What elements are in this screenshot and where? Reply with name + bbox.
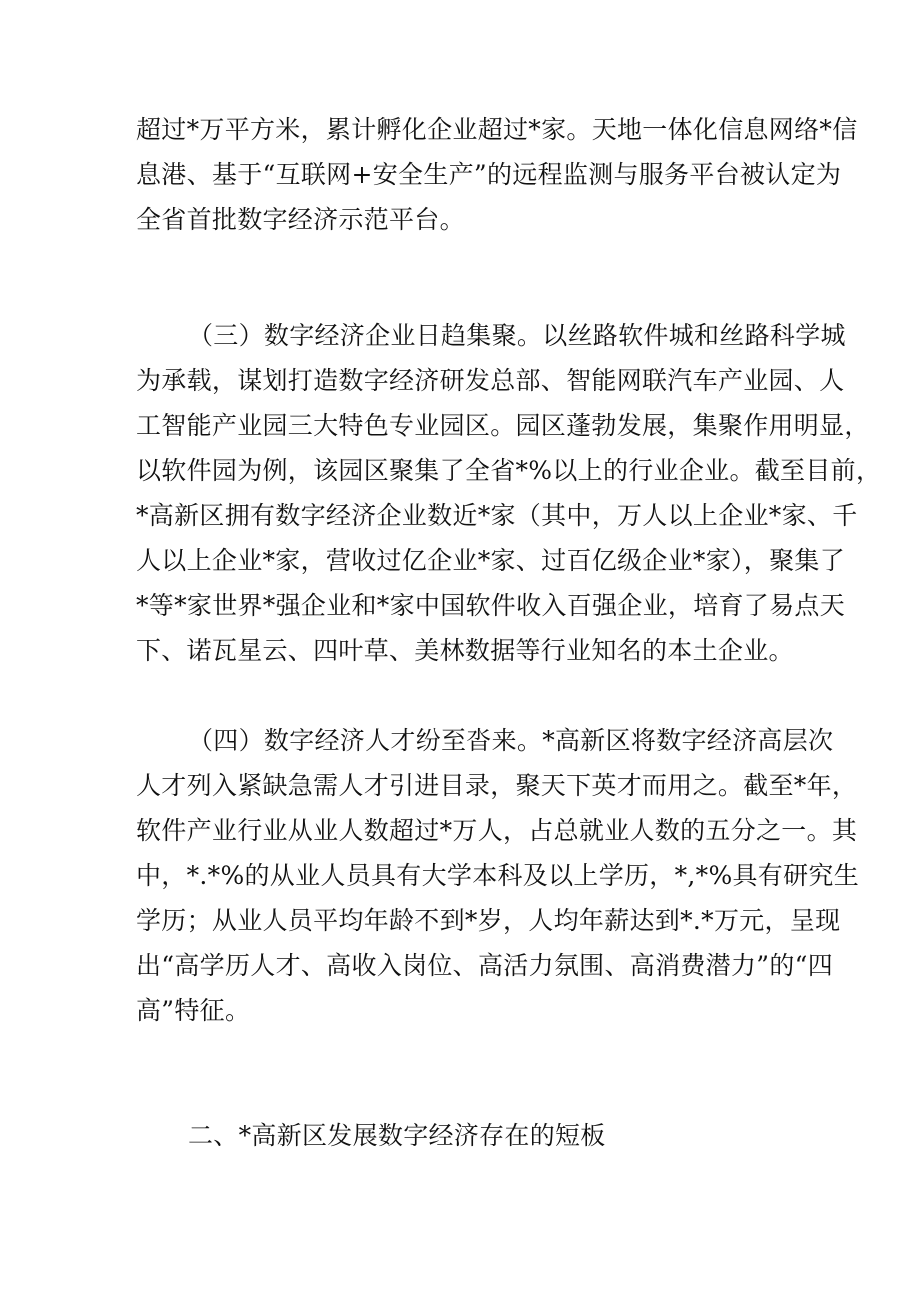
- text-line: （四）数字经济人才纷至沓来。*高新区将数字经济高层次: [188, 726, 834, 755]
- paragraph-digital-platform: [136, 107, 858, 242]
- text-line: 超过*万平方米，累计孵化企业超过*家。天地一体化信息网络*信: [136, 115, 858, 144]
- text-line: *等*家世界*强企业和*家中国软件收入百强企业，培育了易点天: [136, 591, 846, 620]
- section-heading: 二、*高新区发展数字经济存在的短板: [188, 1121, 606, 1150]
- text-line: 软件产业行业从业人数超过*万人，占总就业人数的五分之一。其: [136, 816, 858, 845]
- text-line: 为承载，谋划打造数字经济研发总部、智能网联汽车产业园、人: [136, 366, 845, 395]
- text-line: 息港、基于“互联网+安全生产”的远程监测与服务平台被认定为: [136, 160, 842, 189]
- text-line: 下、诺瓦星云、四叶草、美林数据等行业知名的本土企业。: [136, 636, 794, 665]
- paragraph-enterprise-cluster: [136, 313, 882, 673]
- text-line: 中，*.*%的从业人员具有大学本科及以上学历，*,*%具有研究生: [136, 861, 860, 890]
- text-line: 以软件园为例，该园区聚集了全省*%以上的行业企业。截至目前，: [136, 456, 882, 485]
- text-line: 工智能产业园三大特色专业园区。园区蓬勃发展，集聚作用明显，: [136, 411, 870, 440]
- text-line: 学历；从业人员平均年龄不到*岁，人均年薪达到*.*万元，呈现: [136, 906, 841, 935]
- text-line: 出“高学历人才、高收入岗位、高活力氛围、高消费潜力”的“四: [136, 951, 834, 980]
- text-line: （三）数字经济企业日趋集聚。以丝路软件城和丝路科学城: [188, 321, 846, 350]
- text-line: 高”特征。: [136, 996, 251, 1025]
- text-line: 人才列入紧缺急需人才引进目录，聚天下英才而用之。截至*年，: [136, 771, 858, 800]
- text-line: 全省首批数字经济示范平台。: [136, 205, 465, 234]
- paragraph-talent: [136, 718, 860, 1033]
- text-line: 人以上企业*家，营收过亿企业*家、过百亿级企业*家），聚集了: [136, 546, 846, 575]
- text-line: *高新区拥有数字经济企业数近*家（其中，万人以上企业*家、千: [136, 501, 858, 530]
